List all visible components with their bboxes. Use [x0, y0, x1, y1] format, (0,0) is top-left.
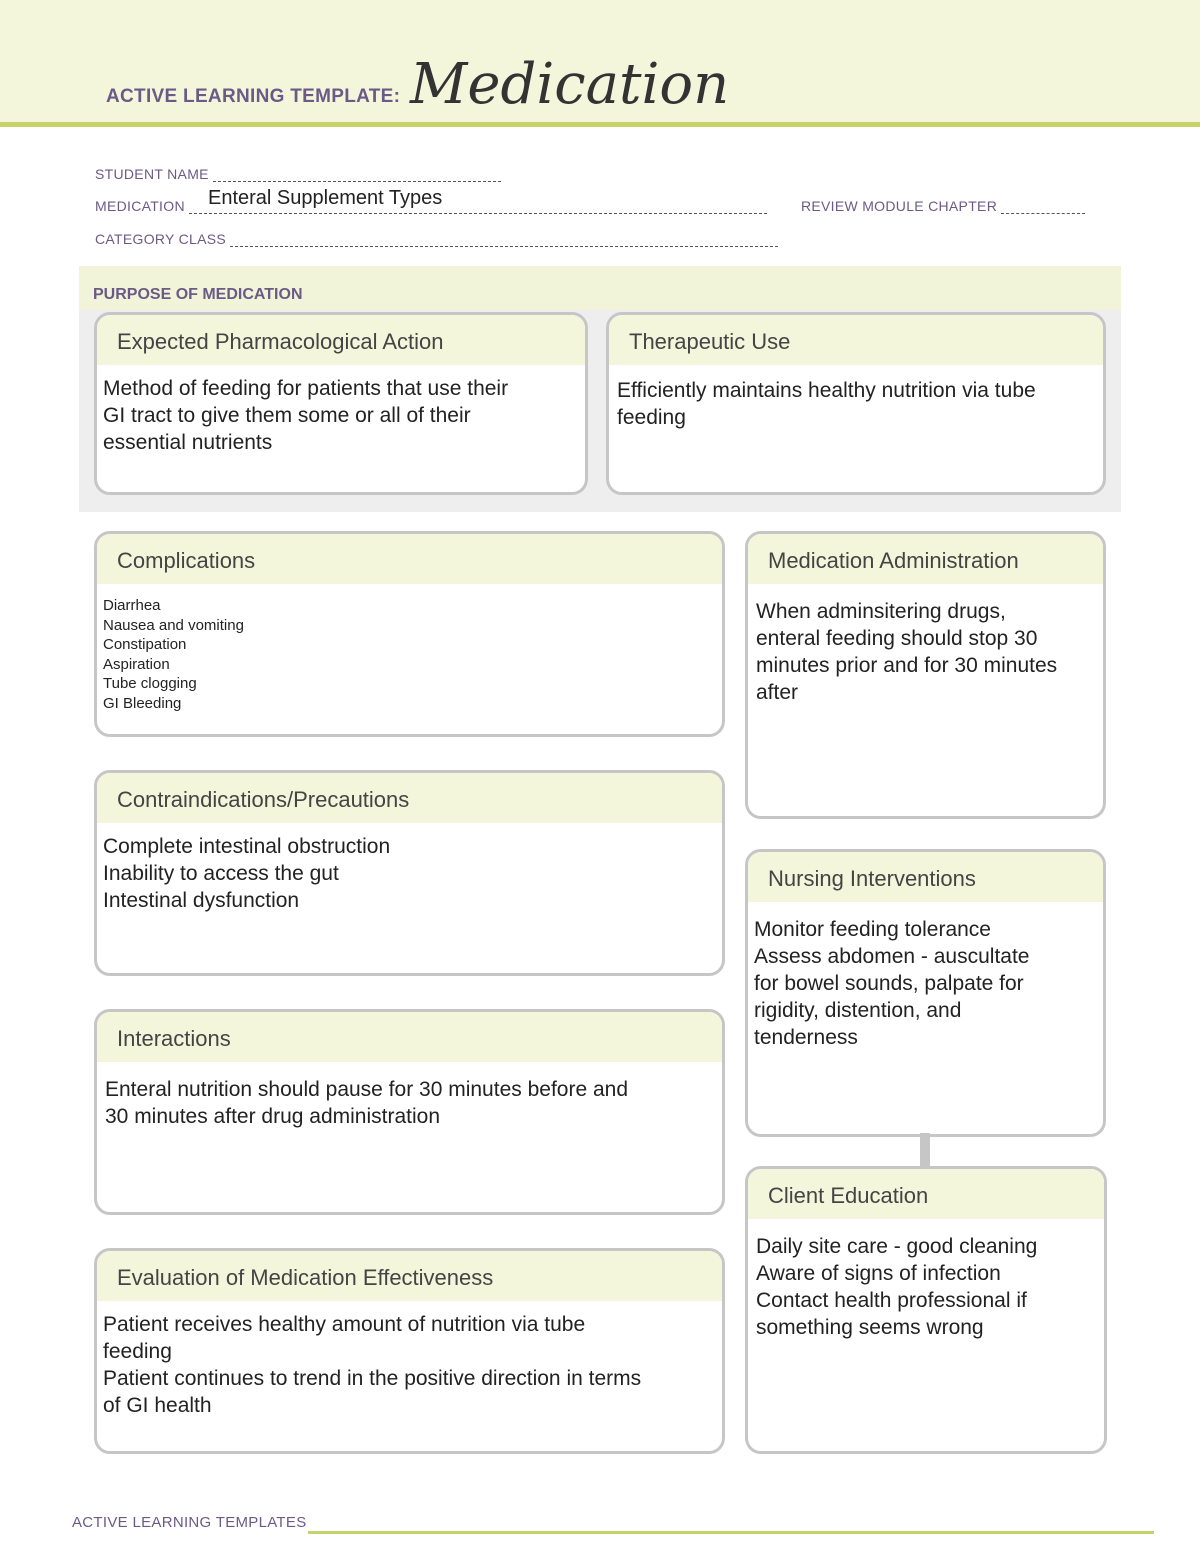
- interactions-title: Interactions: [97, 1012, 722, 1062]
- contraindications-title: Contraindications/Precautions: [97, 773, 722, 823]
- text-line: essential nutrients: [103, 431, 273, 454]
- purpose-label: PURPOSE OF MEDICATION: [93, 286, 303, 303]
- student-name-label: STUDENT NAME: [95, 166, 209, 182]
- text-line: 30 minutes after drug administration: [105, 1105, 441, 1128]
- client-education-title: Client Education: [748, 1169, 1104, 1219]
- evaluation-body[interactable]: [97, 1301, 722, 1419]
- list-item: Tube clogging: [103, 675, 197, 692]
- client-education-body[interactable]: [748, 1219, 1104, 1341]
- interactions-card: [94, 1009, 725, 1215]
- text-line: Method of feeding for patients that use their: [103, 377, 509, 400]
- complications-title: Complications: [97, 534, 722, 584]
- review-module-line: [1001, 199, 1085, 214]
- text-line: Daily site care - good cleaning: [756, 1235, 1038, 1258]
- complications-body[interactable]: [97, 584, 722, 713]
- text-line: GI tract to give them some or all of their: [103, 404, 471, 427]
- nursing-interventions-title: Nursing Interventions: [748, 852, 1103, 902]
- evaluation-title: Evaluation of Medication Effectiveness: [97, 1251, 722, 1301]
- text-line: Efficiently maintains healthy nutrition via tube: [617, 379, 1036, 402]
- category-class-field[interactable]: [95, 231, 778, 247]
- text-line: minutes prior and for 30 minutes: [756, 654, 1058, 677]
- nursing-interventions-body[interactable]: [748, 902, 1103, 1051]
- category-class-line: [230, 232, 778, 247]
- therapeutic-use-title: Therapeutic Use: [609, 315, 1103, 365]
- text-line: something seems wrong: [756, 1316, 984, 1339]
- contraindications-card: [94, 770, 725, 976]
- administration-card: [745, 531, 1106, 819]
- text-line: Patient continues to trend in the positive direction in terms: [103, 1367, 642, 1390]
- text-line: Assess abdomen - auscultate: [754, 945, 1030, 968]
- template-label: ACTIVE LEARNING TEMPLATE:: [106, 86, 401, 107]
- list-item: Intestinal dysfunction: [103, 889, 300, 912]
- review-module-label: REVIEW MODULE CHAPTER: [801, 198, 998, 214]
- list-item: Nausea and vomiting: [103, 616, 244, 634]
- text-line: feeding: [617, 406, 686, 429]
- expected-action-body[interactable]: [97, 365, 585, 456]
- category-class-label: CATEGORY CLASS: [95, 231, 227, 247]
- administration-body[interactable]: [748, 584, 1103, 706]
- footer-label: ACTIVE LEARNING TEMPLATES: [72, 1514, 307, 1531]
- header-divider: [0, 122, 1200, 127]
- therapeutic-use-body[interactable]: [609, 365, 1103, 431]
- text-line: feeding: [103, 1340, 172, 1363]
- interactions-body[interactable]: [97, 1062, 722, 1130]
- text-line: Patient receives healthy amount of nutrition via tube: [103, 1313, 586, 1336]
- page-title: Medication: [410, 52, 730, 117]
- text-line: after: [756, 681, 799, 704]
- text-line: When adminsitering drugs,: [756, 600, 1006, 623]
- purpose-header: [79, 266, 1121, 310]
- review-module-field[interactable]: [801, 198, 1085, 214]
- expected-action-title: Expected Pharmacological Action: [97, 315, 585, 365]
- text-line: for bowel sounds, palpate for: [754, 972, 1024, 995]
- list-item: Aspiration: [103, 655, 170, 673]
- text-line: Enteral nutrition should pause for 30 minutes before and: [105, 1078, 629, 1101]
- student-name-field[interactable]: [95, 166, 501, 182]
- student-name-line: [213, 167, 501, 182]
- text-line: Contact health professional if: [756, 1289, 1027, 1312]
- text-line: of GI health: [103, 1394, 212, 1417]
- list-item: Complete intestinal obstruction: [103, 835, 391, 858]
- nursing-interventions-card: [745, 849, 1106, 1137]
- text-line: Aware of signs of infection: [756, 1262, 1001, 1285]
- therapeutic-use-card: [606, 312, 1106, 495]
- evaluation-card: [94, 1248, 725, 1454]
- complications-card: [94, 531, 725, 737]
- expected-action-card: [94, 312, 588, 495]
- medication-label: MEDICATION: [95, 198, 185, 214]
- list-item: GI Bleeding: [103, 694, 182, 712]
- list-item: Constipation: [103, 636, 187, 653]
- medication-value: Enteral Supplement Types: [208, 187, 443, 209]
- footer-divider: [308, 1531, 1154, 1534]
- text-line: enteral feeding should stop 30: [756, 627, 1038, 650]
- contraindications-body[interactable]: [97, 823, 722, 914]
- text-line: rigidity, distention, and: [754, 999, 962, 1022]
- text-line: tenderness: [754, 1026, 858, 1049]
- administration-title: Medication Administration: [748, 534, 1103, 584]
- list-item: Diarrhea: [103, 597, 161, 614]
- connector-bar: [920, 1133, 930, 1167]
- client-education-card: [745, 1166, 1107, 1454]
- text-line: Monitor feeding tolerance: [754, 918, 991, 941]
- list-item: Inability to access the gut: [103, 862, 339, 885]
